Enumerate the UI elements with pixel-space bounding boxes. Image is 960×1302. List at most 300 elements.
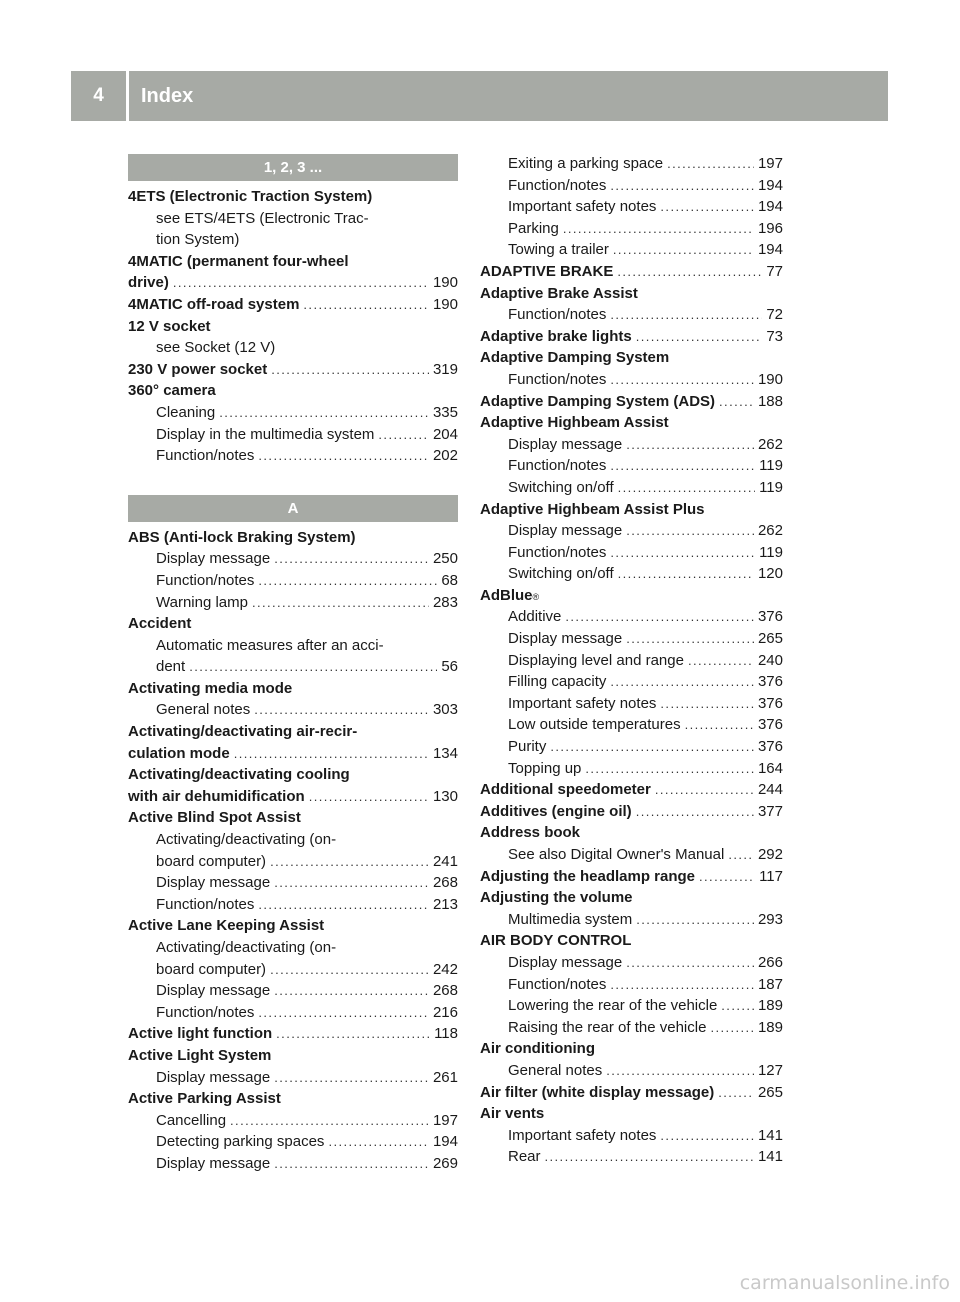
entry-text: Air filter (white display message) [480,1083,715,1101]
entry-text: board computer) [156,852,267,870]
dot-leader [719,391,754,413]
entry-text: Warning lamp [156,593,248,611]
dot-leader [276,1023,430,1045]
dot-leader [610,455,755,477]
page-reference[interactable]: 303 [432,701,458,719]
dot-leader [173,272,429,294]
page-reference[interactable]: 266 [757,953,783,971]
index-subentry [480,693,783,715]
dot-leader [728,844,754,866]
index-entry [480,866,783,888]
page-reference[interactable]: 73 [766,327,783,345]
dot-leader [219,402,429,424]
index-subentry [128,229,458,251]
page-reference[interactable]: 117 [759,867,783,885]
entry-text: 4MATIC off-road system [128,295,300,313]
page-reference[interactable]: 213 [432,895,458,913]
dot-leader [258,1002,429,1024]
page-reference[interactable]: 190 [757,370,783,388]
dot-leader [189,656,437,678]
page-reference[interactable]: 120 [757,565,783,583]
entry-text: culation mode [128,744,230,762]
entry-text: AdBlue [480,586,533,604]
index-subentry [480,434,783,456]
index-subentry [480,736,783,758]
index-subentry [480,952,783,974]
dot-leader [270,851,429,873]
entry-text: Raising the rear of the vehicle [508,1018,707,1036]
page-reference[interactable]: 262 [757,522,783,540]
page-reference[interactable]: 376 [757,673,783,691]
entry-text: Multimedia system [508,910,633,928]
entry-text: General notes [156,701,251,719]
page-reference[interactable]: 68 [441,571,458,589]
dot-leader [610,304,762,326]
dot-leader [378,424,429,446]
entry-text: Display message [508,435,623,453]
index-subentry [480,1125,783,1147]
index-subentry [480,196,783,218]
index-subentry [128,937,458,959]
entry-text: with air dehumidification [128,787,305,805]
dot-leader [685,714,754,736]
page-reference[interactable]: 319 [432,360,458,378]
index-entry [128,251,458,273]
entry-text: Display message [156,550,271,568]
page-reference[interactable]: 242 [432,960,458,978]
entry-text: Displaying level and range [508,651,684,669]
entry-text: 4ETS (Electronic Traction System) [128,188,373,205]
entry-text: Exiting a parking space [508,155,664,172]
index-subentry [480,844,783,866]
page-reference[interactable]: 194 [757,198,783,216]
dot-leader [254,699,429,721]
index-subentry [128,1153,458,1175]
index-subentry [480,477,783,499]
entry-text: Low outside temperatures [508,716,681,734]
page-reference[interactable]: 197 [757,155,783,172]
index-subentry [480,218,783,240]
page-reference[interactable]: 194 [432,1133,458,1151]
entry-text: Adaptive Damping System (ADS) [480,392,716,410]
entry-text: 230 V power socket [128,360,268,378]
entry-text: Additional speedometer [480,781,651,799]
entry-text: Active Parking Assist [128,1090,281,1108]
index-entry [128,316,458,338]
index-entry [480,499,783,521]
index-entry [128,915,458,937]
index-subentry [128,656,458,678]
dot-leader [617,261,762,283]
page-reference[interactable]: 72 [766,306,783,324]
page-reference[interactable]: 119 [759,457,783,475]
entry-text: Important safety notes [508,198,657,216]
index-entry [128,721,458,743]
entry-text: Switching on/off [508,478,614,496]
entry-text: Purity [508,738,547,756]
index-entry [128,613,458,635]
page-reference[interactable]: 188 [757,392,783,410]
page-reference[interactable]: 376 [757,608,783,626]
index-entry: AdBlue ® [480,585,783,607]
dot-leader [230,1110,429,1132]
entry-text: Automatic measures after an acci- [156,636,384,654]
index-subentry [128,1110,458,1132]
dot-leader [699,866,755,888]
dot-leader [563,218,754,240]
index-entry [128,807,458,829]
index-subentry [128,1002,458,1024]
index-subentry [480,758,783,780]
entry-text: Important safety notes [508,1126,657,1144]
dot-leader [636,326,763,348]
page-reference[interactable]: 130 [432,787,458,805]
page-reference[interactable]: 189 [757,1018,783,1036]
entry-text: Towing a trailer [508,241,609,259]
index-entry [128,527,458,549]
index-entry [128,186,458,208]
index-subentry [128,980,458,1002]
dot-leader [610,542,755,564]
index-subentry [480,563,783,585]
dot-leader [721,995,754,1017]
page-reference[interactable]: 197 [432,1111,458,1129]
dot-leader [303,294,429,316]
entry-text: Adaptive Damping System [480,349,670,367]
dot-leader [258,445,429,467]
dot-leader [274,548,429,570]
entry-text: Display in the multimedia system [156,425,375,443]
entry-text: Address book [480,824,581,842]
entry-text: Display message [508,522,623,540]
page-reference[interactable]: 56 [441,658,458,676]
index-subentry [480,153,783,175]
entry-text: 360° camera [128,382,216,400]
entry-text: Accident [128,615,192,633]
index-entry [480,1103,783,1125]
index-entry [480,1038,783,1060]
entry-text: ADAPTIVE BRAKE [480,262,614,280]
page-reference[interactable]: 250 [432,550,458,568]
entry-text: Function/notes [508,975,607,993]
index-entry [128,1045,458,1067]
dot-leader [610,974,754,996]
entry-text: Function/notes [156,571,255,589]
page-reference[interactable]: 196 [757,219,783,237]
page-reference[interactable]: 216 [432,1003,458,1021]
dot-leader [636,909,754,931]
page-title: Index [141,84,194,107]
index-subentry [128,592,458,614]
page-reference[interactable]: 204 [432,425,458,443]
entry-text: Active Blind Spot Assist [128,809,301,827]
entry-text: Adjusting the volume [480,889,633,907]
dot-leader [565,606,754,628]
entry-text: Active Lane Keeping Assist [128,917,325,935]
entry-text: Additives (engine oil) [480,802,632,820]
dot-leader [626,952,754,974]
dot-leader [274,872,429,894]
entry-text: Display message [508,630,623,648]
watermark: carmanualsonline.info [739,1272,950,1294]
dot-leader [618,563,754,585]
dot-leader [606,1060,754,1082]
index-subentry [128,829,458,851]
page-reference[interactable]: 268 [432,982,458,1000]
page-reference[interactable]: 119 [759,478,783,496]
entry-text: Activating media mode [128,679,293,697]
index-subentry [480,1146,783,1168]
index-entry [480,801,783,823]
page-reference[interactable]: 77 [766,262,783,280]
page-reference[interactable]: 283 [432,593,458,611]
index-subentry [128,548,458,570]
index-column-left [128,154,458,1175]
index-entry [128,764,458,786]
dot-leader [610,671,754,693]
index-subentry [480,542,783,564]
entry-text: see Socket (12 V) [156,339,276,357]
dot-leader [271,359,429,381]
entry-text: ABS (Anti-lock Braking System) [128,528,356,546]
index-subentry [128,570,458,592]
page-reference[interactable]: 262 [757,435,783,453]
index-subentry [128,851,458,873]
dot-leader [718,1082,754,1104]
index-subentry [128,402,458,424]
dot-leader [610,175,754,197]
entry-text: Cleaning [156,403,216,421]
dot-leader [613,239,754,261]
page-reference[interactable]: 265 [757,1083,783,1101]
page-reference[interactable]: 241 [432,852,458,870]
dot-leader [258,570,437,592]
index-subentry [480,1060,783,1082]
dot-leader [234,743,429,765]
page-reference[interactable]: 194 [757,241,783,259]
index-entry [480,930,783,952]
entry-text: Activating/deactivating air-recir- [128,723,358,741]
entry-text: Activating/deactivating (on- [156,831,337,849]
index-column-right [480,153,783,1168]
index-entry [480,822,783,844]
page-reference[interactable]: 293 [757,910,783,928]
dot-leader [610,369,754,391]
page-reference[interactable]: 119 [759,543,783,561]
dot-leader [688,650,754,672]
entry-text: Air vents [480,1105,545,1123]
index-entry [480,283,783,305]
dot-leader [660,693,754,715]
page-reference[interactable]: 134 [432,744,458,762]
entry-text: Adjusting the headlamp range [480,867,696,885]
dot-leader [270,959,429,981]
page-reference[interactable]: 190 [432,274,458,292]
index-subentry [480,974,783,996]
entry-text: Activating/deactivating (on- [156,939,337,956]
page-reference[interactable]: 118 [434,1025,458,1043]
index-entry [128,1023,458,1045]
entry-text: 4MATIC (permanent four-wheel [128,252,349,270]
entry-text: Function/notes [508,543,607,561]
dot-leader [258,894,429,916]
page-reference[interactable]: 190 [432,295,458,313]
entry-text: Function/notes [156,895,255,913]
page-reference[interactable]: 141 [757,1148,783,1166]
page-reference[interactable]: 376 [757,738,783,756]
section-header: A [128,495,458,522]
entry-text: Adaptive Highbeam Assist Plus [480,500,705,518]
entry-text: AIR BODY CONTROL [480,932,632,950]
entry-text: Display message [508,953,623,971]
index-entry [480,1082,783,1104]
entry-text: Detecting parking spaces [156,1133,325,1151]
index-entry [128,678,458,700]
entry-text: Function/notes [508,306,607,324]
dot-leader [636,801,754,823]
index-entry [480,347,783,369]
page-reference[interactable]: 376 [757,716,783,734]
page-number: 4 [93,85,104,106]
entry-text: Important safety notes [508,694,657,712]
page-reference[interactable]: 127 [757,1061,783,1079]
entry-text: Function/notes [508,176,607,194]
index-subentry [128,699,458,721]
entry-text: see ETS/4ETS (Electronic Trac- [156,209,369,227]
page-reference[interactable]: 141 [757,1126,783,1144]
entry-text: Lowering the rear of the vehicle [508,997,718,1015]
index-subentry [128,337,458,359]
dot-leader [545,1146,754,1168]
section-gap [128,467,458,495]
dot-leader [710,1017,754,1039]
index-subentry [480,304,783,326]
index-subentry [480,369,783,391]
page-reference[interactable]: 265 [757,630,783,648]
dot-leader [626,520,754,542]
dot-leader [660,196,754,218]
entry-text: Topping up [508,759,582,777]
entry-text: dent [156,658,186,676]
index-subentry [480,671,783,693]
index-subentry [480,606,783,628]
index-entry [480,412,783,434]
dot-leader [660,1125,754,1147]
page-reference[interactable]: 377 [757,802,783,820]
index-subentry [480,995,783,1017]
entry-text: Switching on/off [508,565,614,583]
entry-text: tion System) [156,231,240,249]
dot-leader [626,434,754,456]
entry-text: Display message [156,1154,271,1172]
index-entry [128,1088,458,1110]
page-reference[interactable]: 202 [432,447,458,465]
dot-leader [655,779,754,801]
index-subentry [480,1017,783,1039]
dot-leader [274,1067,429,1089]
header-divider [126,71,129,121]
page-reference[interactable]: 244 [757,781,783,799]
index-entry [480,887,783,909]
page-reference[interactable]: 376 [757,694,783,712]
dot-leader [274,1153,429,1175]
index-entry [480,326,783,348]
page-reference[interactable]: 164 [757,759,783,777]
index-entry [480,391,783,413]
page-reference[interactable]: 292 [757,846,783,863]
index-entry [480,261,783,283]
page-reference[interactable]: 187 [757,975,783,993]
index-subentry [480,239,783,261]
entry-text: Adaptive brake lights [480,327,632,345]
page-reference[interactable]: 261 [432,1068,458,1086]
entry-text: Activating/deactivating cooling [128,766,350,784]
index-subentry [480,714,783,736]
entry-text: Function/notes [508,370,607,388]
entry-text: Additive [508,608,562,626]
index-subentry [480,909,783,931]
index-entry [128,380,458,402]
dot-leader [585,758,754,780]
page-header [71,71,888,121]
entry-text: drive) [128,274,169,292]
dot-leader [252,592,429,614]
index-entry [128,359,458,381]
dot-leader [550,736,754,758]
index-entry [128,272,458,294]
index-subentry [480,650,783,672]
entry-text: Function/notes [156,1003,255,1021]
index-subentry [128,872,458,894]
index-subentry [128,1131,458,1153]
page-reference[interactable]: 194 [757,176,783,194]
index-entry [128,786,458,808]
page-reference[interactable]: 240 [757,651,783,669]
entry-text: Cancelling [156,1111,227,1129]
entry-text: Air conditioning [480,1040,595,1058]
index-subentry [480,520,783,542]
entry-text: Function/notes [156,447,255,465]
entry-text: board computer) [156,960,267,978]
entry-text: Display message [156,874,271,892]
index-subentry [128,208,458,230]
entry-text: Rear [508,1148,541,1166]
entry-text: Parking [508,219,559,237]
dot-leader [626,628,754,650]
index-subentry [480,628,783,650]
page-reference[interactable]: 268 [432,874,458,892]
index-subentry [128,424,458,446]
page-reference[interactable]: 189 [757,997,783,1015]
index-subentry [480,175,783,197]
index-subentry [480,455,783,477]
entry-text: Adaptive Highbeam Assist [480,414,669,432]
entry-text: Function/notes [508,457,607,475]
entry-text: General notes [508,1061,603,1079]
page-reference[interactable]: 269 [432,1154,458,1172]
index-subentry [128,894,458,916]
index-subentry [128,445,458,467]
section-header: 1, 2, 3 ... [128,154,458,181]
dot-leader [274,980,429,1002]
entry-text: Display message [156,1068,271,1086]
index-subentry [128,635,458,657]
entry-text: Active light function [128,1025,273,1043]
entry-text: See also Digital Owner's Manual [508,846,725,863]
index-entry [128,743,458,765]
index-subentry [128,959,458,981]
page-reference[interactable]: 335 [432,403,458,421]
